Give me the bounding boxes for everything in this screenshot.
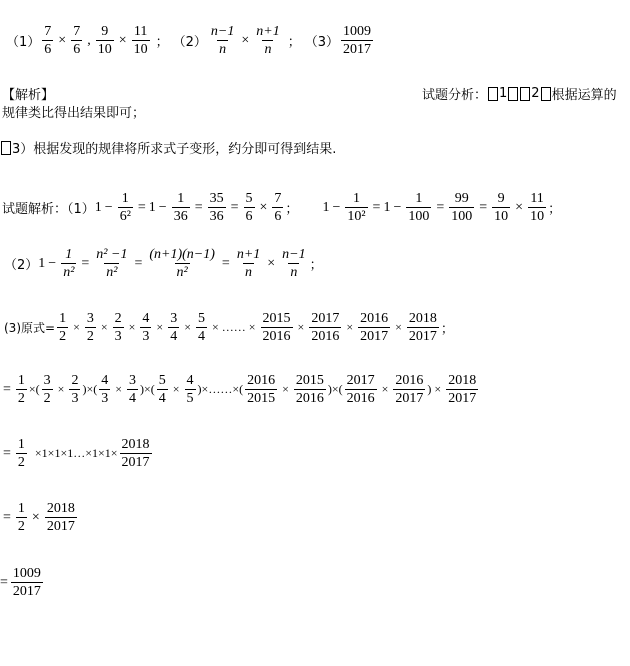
operator: ×: [381, 382, 389, 396]
fraction: $\frac{1009}{2017}$: [12, 566, 41, 599]
operator: ×: [156, 320, 164, 334]
fraction: $\frac{1009}{2017}$: [343, 24, 371, 57]
operator: ×(: [144, 382, 155, 396]
operator: ×(: [86, 382, 98, 396]
analysis-tail: 根据运算的: [551, 88, 617, 103]
solution-line2: （2） 1 − $\frac{1}{\text{n²}}$ = $\frac{\text{n² −1}}{\text{n²}}$ = $\frac{(n+1)(n-1)}{\text{n²}}$ = $\frac{n+1}{n}$ × $\frac{n-1}{n}$ ；: [4, 247, 323, 280]
fraction: $\frac{2015}{2016}$: [295, 373, 324, 406]
fraction: $\frac{2018}{2017}$: [448, 373, 477, 406]
missing-glyph-box: [1, 141, 11, 155]
solution-line7: = $\frac{1009}{2017}$: [0, 566, 41, 599]
answer-part3-label: （3）: [304, 35, 339, 50]
operator: ……: [221, 320, 246, 334]
operator: ×(: [28, 382, 40, 396]
missing-glyph-box: [488, 87, 498, 101]
fraction: $\frac{1}{100}$: [408, 191, 430, 224]
fraction: $\frac{3}{2}$: [86, 311, 94, 344]
fraction: $\frac{2}{3}$: [71, 373, 79, 406]
operator: ×: [297, 320, 305, 334]
fraction: $\frac{4}{3}$: [142, 311, 150, 344]
analysis-line3: [0, 138, 336, 157]
fraction: $\frac{\text{n² −1}}{\text{n²}}$: [96, 247, 128, 280]
operator: ×: [248, 320, 256, 334]
operator: ×: [184, 320, 191, 334]
fraction: $\frac{n+1}{n}$: [256, 24, 280, 57]
fraction: $\frac{3}{2}$: [43, 373, 51, 406]
fraction: $\frac{5}{4}$: [158, 373, 166, 406]
operator: ×: [128, 320, 136, 334]
answer-line: （1） $\frac{7}{6}$ × $\frac{7}{6}$ , $\frac{9}{10}$ × $\frac{11}{10}$ ； （2） $\frac{n-1}{n}$ × $\frac{n+1}{n}$ ； （3） $\frac{1009}{2017}$: [6, 24, 371, 57]
part3-label: (3)原式=: [4, 321, 56, 335]
solution-line4: [0, 373, 480, 406]
jiexi-label: 【解析】: [2, 88, 55, 103]
operator: ×: [395, 320, 402, 334]
fraction: $\frac{1}{\text{10²}}$: [347, 191, 366, 224]
fraction: $\frac{2016}{2017}$: [360, 311, 389, 344]
fraction: $\frac{1}{2}$: [59, 311, 67, 344]
operator: ): [327, 382, 332, 396]
fraction: $\frac{3}{4}$: [170, 311, 178, 344]
solution-label: 试题解析：（1）: [2, 202, 95, 217]
operator: ×: [100, 320, 108, 334]
operator: ×: [57, 382, 65, 396]
operator: ；: [440, 322, 454, 337]
fraction: $\frac{11}{10}$: [133, 24, 148, 57]
operator: ×: [211, 320, 219, 334]
solution-line5: = $\frac{1}{2}$ ×1×1×1…×1×1× $\frac{2018}{2017}$: [3, 437, 150, 470]
fraction: $\frac{5}{4}$: [197, 311, 205, 344]
operator: ×(: [232, 382, 244, 396]
fraction: $\frac{2018}{2017}$: [121, 437, 150, 470]
fraction: $\frac{1}{36}$: [173, 191, 188, 224]
solution-line1: 试题解析：（1） 1 − $\frac{1}{\text{6²}}$ = 1 − $\frac{1}{36}$ = $\frac{35}{36}$ = $\frac{5}{6}$ × $\frac{7}{6}$ ； 1 − $\frac{1}{\text{10²}}$ = 1 − $\frac{1}{100}$ = $\frac{99}{100}$ = $\frac{9}{10}$ × $\frac{11}{10}$ ；: [2, 191, 562, 224]
operator: ×: [434, 382, 442, 396]
missing-glyph-box: [541, 87, 551, 101]
solution-line6: = $\frac{1}{2}$ × $\frac{2018}{2017}$: [3, 501, 75, 534]
operator: ×: [282, 382, 289, 396]
answer-part1-label: （1）: [6, 35, 41, 50]
operator: =: [3, 381, 11, 397]
fraction: $\frac{n-1}{n}$: [282, 247, 306, 280]
analysis-label: 试题分析：: [422, 88, 488, 103]
fraction: $\frac{2016}{2015}$: [247, 373, 276, 406]
fraction: $\frac{2018}{2017}$: [46, 501, 75, 534]
fraction: $\frac{4}{5}$: [186, 373, 194, 406]
solution-line3: [4, 311, 454, 344]
fraction: $\frac{(n+1)(n-1)}{\text{n²}}$: [149, 247, 215, 280]
fraction: $\frac{n-1}{n}$: [210, 24, 235, 57]
fraction: $\frac{1}{2}$: [17, 373, 25, 406]
answer-part2-label: （2）: [172, 35, 207, 50]
fraction: $\frac{2015}{2016}$: [262, 311, 291, 344]
fraction: $\frac{7}{6}$: [73, 24, 81, 57]
fraction: $\frac{9}{10}$: [97, 24, 112, 57]
fraction: $\frac{1}{2}$: [17, 501, 25, 534]
operator: ×: [115, 382, 122, 396]
fraction: $\frac{2}{3}$: [114, 311, 122, 344]
analysis-header: 试题分析： 1 2 根据运算的: [422, 86, 617, 103]
operator: ×: [73, 320, 80, 334]
fraction: $\frac{9}{10}$: [494, 191, 509, 224]
fraction: $\frac{1}{\text{n²}}$: [63, 247, 75, 280]
operator: ): [197, 382, 202, 396]
missing-glyph-box: [508, 87, 518, 101]
fraction: $\frac{4}{3}$: [101, 373, 109, 406]
fraction: $\frac{1}{\text{6²}}$: [119, 191, 131, 224]
operator: ×: [346, 320, 354, 334]
operator: ): [82, 382, 87, 396]
operator: ×: [172, 382, 180, 396]
fraction: $\frac{2017}{2016}$: [346, 373, 375, 406]
fraction: $\frac{3}{4}$: [129, 373, 136, 406]
fraction: $\frac{35}{36}$: [209, 191, 224, 224]
fraction: $\frac{2017}{2016}$: [311, 311, 340, 344]
separator: ；: [287, 35, 301, 50]
missing-glyph-box: [520, 87, 530, 101]
operator: ): [427, 382, 432, 396]
separator: ；: [155, 35, 169, 50]
fraction: $\frac{5}{6}$: [245, 191, 253, 224]
fraction: $\frac{1}{2}$: [17, 437, 25, 470]
operator: ×(: [331, 382, 343, 396]
analysis-line2: 规律类比得出结果即可；: [2, 106, 146, 121]
fraction: $\frac{n+1}{n}$: [236, 247, 261, 280]
fraction: $\frac{11}{10}$: [530, 191, 545, 224]
operator: ): [140, 382, 144, 396]
fraction: $\frac{2018}{2017}$: [408, 311, 437, 344]
fraction: $\frac{2016}{2017}$: [395, 373, 424, 406]
analysis-line3-text: 3）根据发现的规律将所求式子变形，约分即可得到结果.: [12, 142, 337, 157]
operator: ×……: [201, 382, 233, 396]
fraction: $\frac{7}{6}$: [274, 191, 282, 224]
fraction: $\frac{7}{6}$: [44, 24, 52, 57]
fraction: $\frac{99}{100}$: [451, 191, 473, 224]
part2-label: （2）: [4, 258, 39, 273]
ones-product: ×1×1×1…×1×1×: [34, 446, 118, 460]
